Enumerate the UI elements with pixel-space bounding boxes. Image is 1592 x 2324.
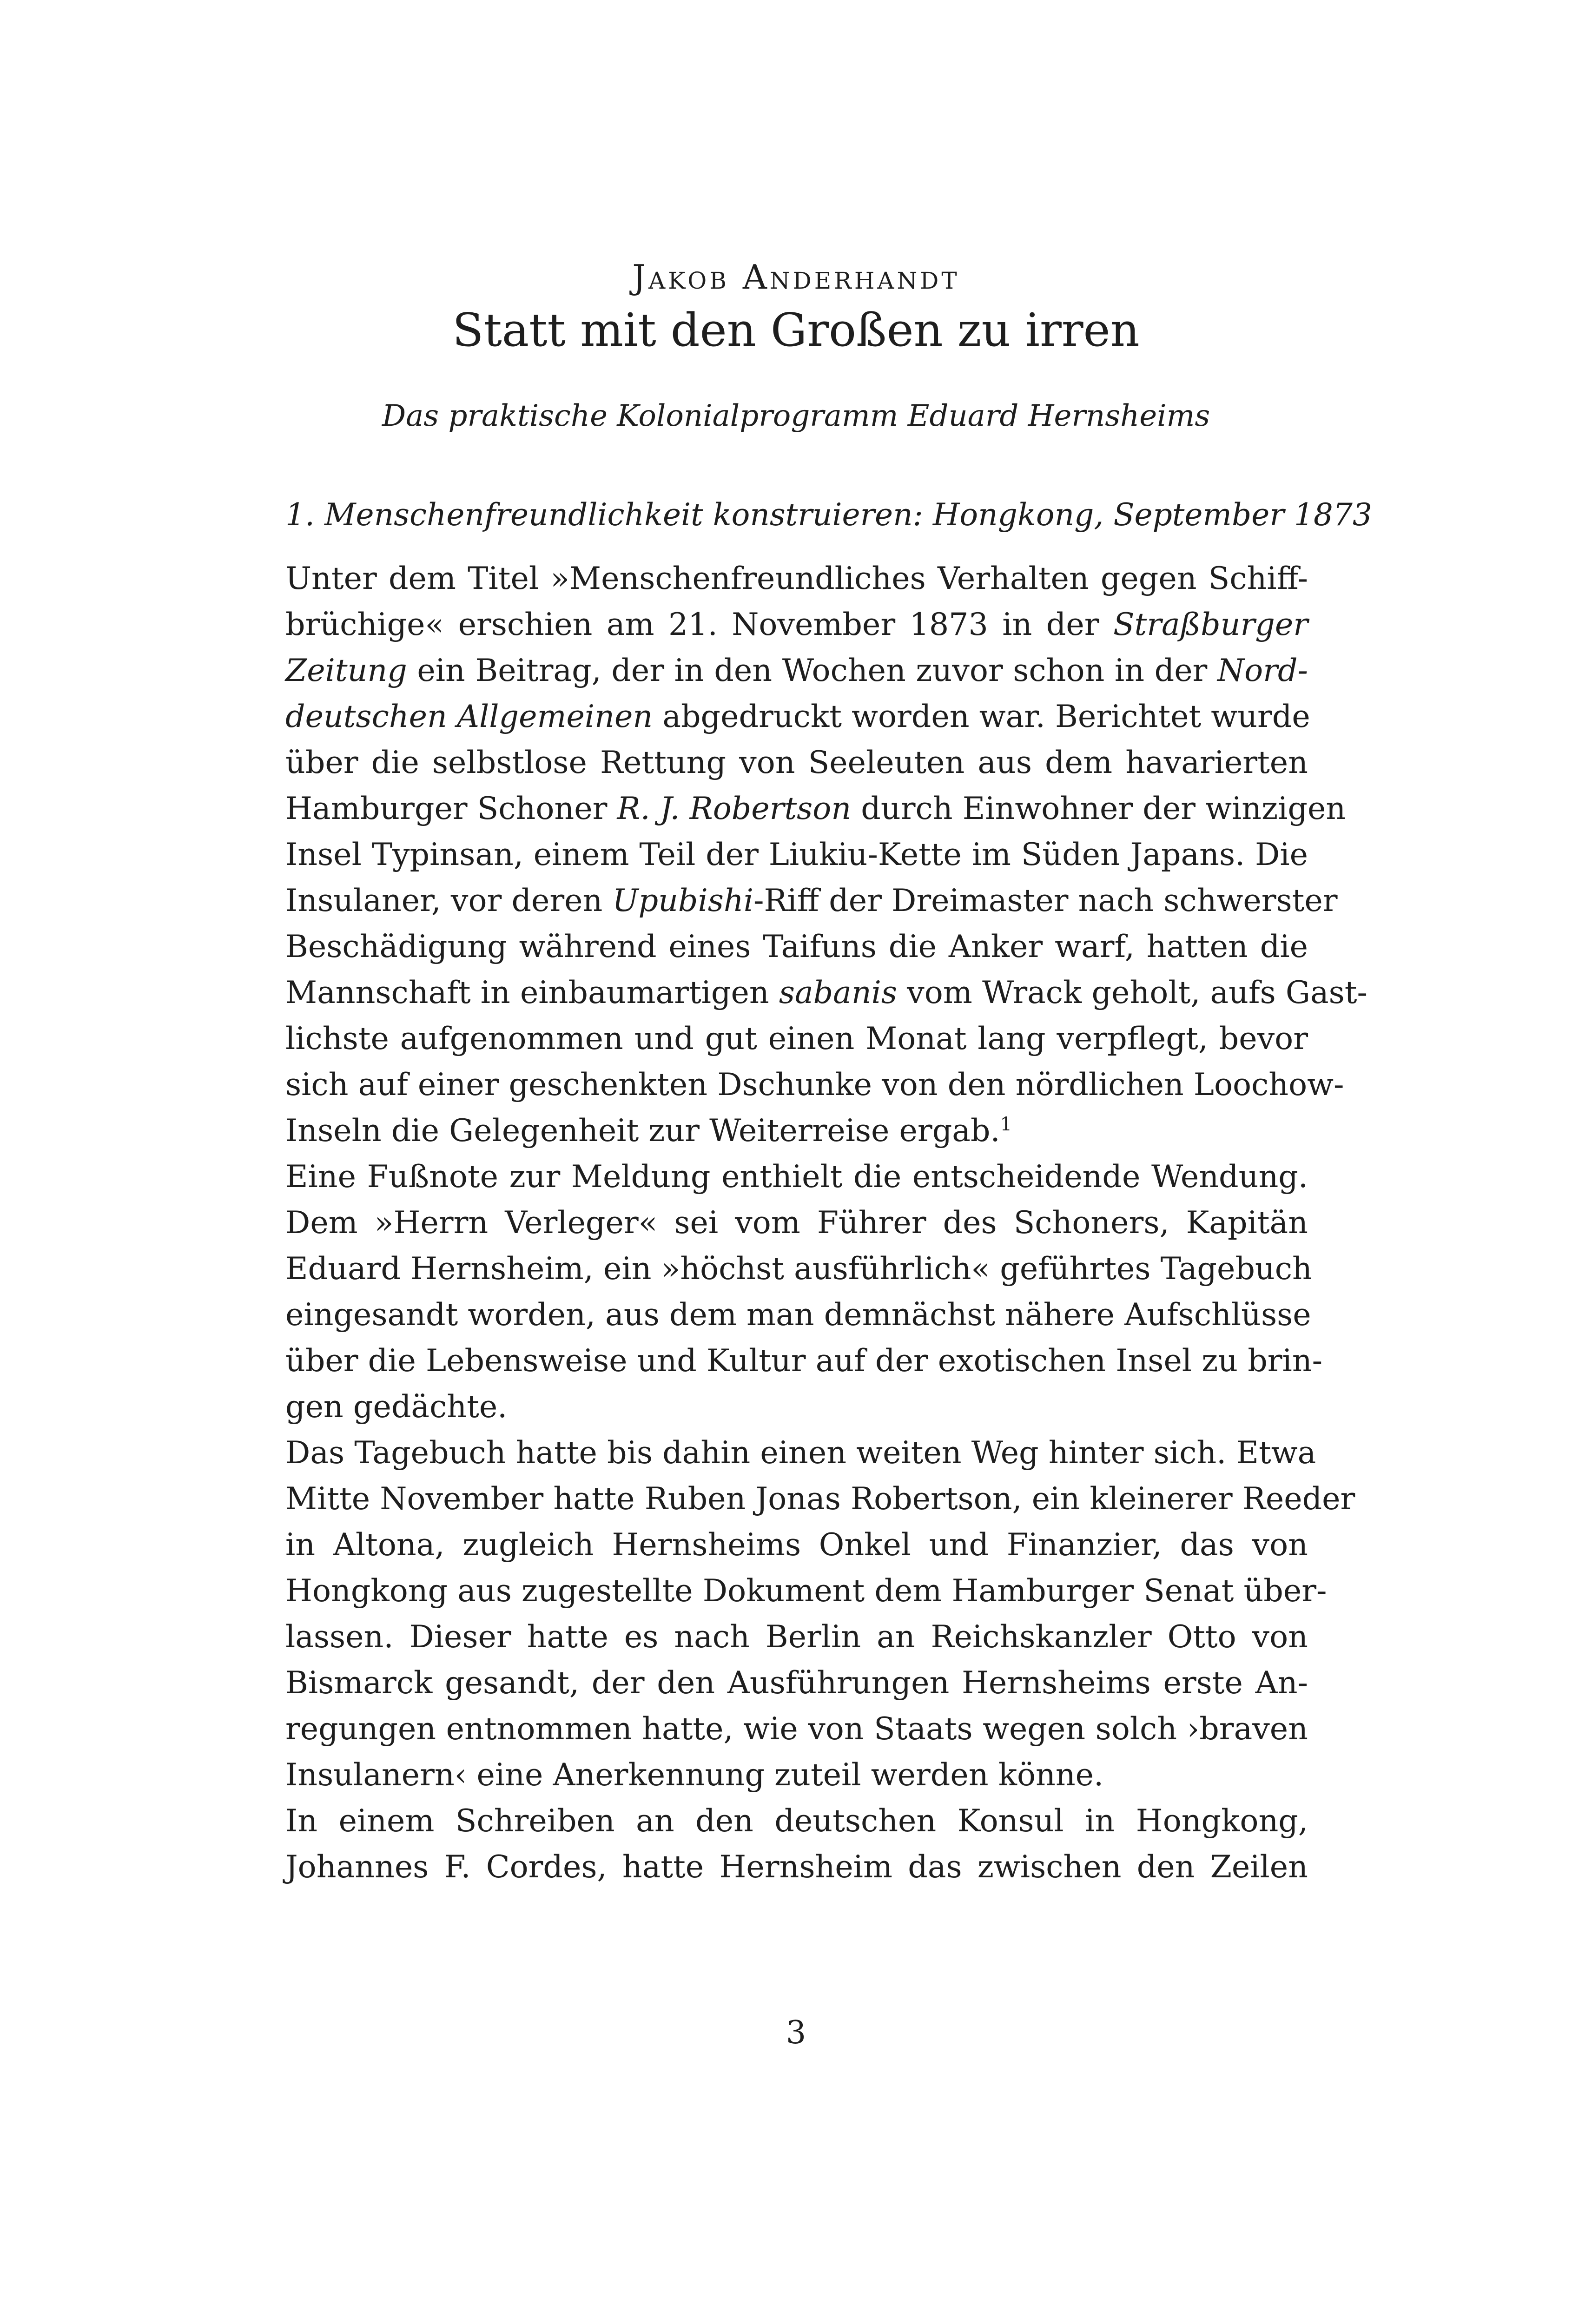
- text-line: Bismarck gesandt, der den Ausführungen Hernsheims erste An-: [285, 1664, 1308, 1701]
- text-line: brüchige« erschien am 21. November 1873 in der Straßburger: [285, 606, 1308, 642]
- text-line: lichste aufgenommen und gut einen Monat lang verpflegt, bevor: [285, 1020, 1308, 1056]
- text-line: Inseln die Gelegenheit zur Weiterreise ergab.$^1$: [285, 1112, 1012, 1149]
- italic-term: Straßburger: [1113, 606, 1308, 642]
- text-line: Zeitung ein Beitrag, der in den Wochen zuvor schon in der Nord-: [285, 652, 1308, 688]
- text-line: Dem »Herrn Verleger« sei vom Führer des Schoners, Kapitän: [285, 1204, 1308, 1241]
- italic-term: Upubishi: [612, 882, 753, 918]
- text-line: lassen. Dieser hatte es nach Berlin an Reichskanzler Otto von: [285, 1618, 1308, 1655]
- italic-term: Nord-: [1217, 652, 1308, 688]
- body-paragraph: [285, 1430, 1355, 1798]
- body-paragraph: [285, 1154, 1323, 1430]
- text-line: Hamburger Schoner R. J. Robertson durch Einwohner der winzigen: [285, 790, 1346, 826]
- text-line: deutschen Allgemeinen abgedruckt worden war. Berichtet wurde: [285, 698, 1310, 734]
- section-heading: 1. Menschenfreundlichkeit konstruieren: Hongkong, September 1873: [285, 497, 1372, 533]
- body-text: [285, 555, 1367, 1890]
- text-line: Mannschaft in einbaumartigen sabanis vom Wrack geholt, aufs Gast-: [285, 974, 1367, 1010]
- text-line: Beschädigung während eines Taifuns die Anker warf, hatten die: [285, 928, 1308, 964]
- body-paragraph: [285, 1798, 1308, 1890]
- text-line: Eine Fußnote zur Meldung enthielt die entscheidende Wendung.: [285, 1158, 1308, 1195]
- text-line: in Altona, zugleich Hernsheims Onkel und Finanzier, das von: [285, 1526, 1308, 1563]
- footnote-marker: 1: [1000, 1113, 1012, 1135]
- page-number: 3: [786, 2014, 806, 2051]
- text-line: Insulanern‹ eine Anerkennung zuteil werden könne.: [285, 1756, 1104, 1793]
- text-line: eingesandt worden, aus dem man demnächst nähere Aufschlüsse: [285, 1296, 1311, 1333]
- italic-term: sabanis: [779, 974, 898, 1010]
- body-paragraph: [285, 555, 1367, 1154]
- text-line: über die selbstlose Rettung von Seeleuten aus dem havarierten: [285, 744, 1308, 780]
- italic-term: Zeitung: [285, 652, 407, 688]
- italic-term: R. J. Robertson: [617, 790, 852, 826]
- article-title: Statt mit den Großen zu irren: [452, 304, 1140, 357]
- italic-term: deutschen Allgemeinen: [285, 698, 653, 734]
- text-line: Insel Typinsan, einem Teil der Liukiu-Kette im Süden Japans. Die: [285, 836, 1308, 872]
- text-line: regungen entnommen hatte, wie von Staats wegen solch ›braven: [285, 1710, 1308, 1747]
- text-line: Unter dem Titel »Menschenfreundliches Verhalten gegen Schiff-: [285, 560, 1308, 596]
- text-line: sich auf einer geschenkten Dschunke von den nördlichen Loochow-: [285, 1066, 1344, 1103]
- text-line: In einem Schreiben an den deutschen Konsul in Hongkong,: [285, 1802, 1308, 1839]
- text-line: Eduard Hernsheim, ein »höchst ausführlich« geführtes Tagebuch: [285, 1250, 1312, 1287]
- text-line: gen gedächte.: [285, 1388, 508, 1425]
- article-subtitle: Das praktische Kolonialprogramm Eduard Hernsheims: [382, 399, 1210, 433]
- text-line: Mitte November hatte Ruben Jonas Robertson, ein kleinerer Reeder: [285, 1480, 1355, 1517]
- text-line: Johannes F. Cordes, hatte Hernsheim das zwischen den Zeilen: [285, 1849, 1308, 1885]
- text-line: Das Tagebuch hatte bis dahin einen weiten Weg hinter sich. Etwa: [285, 1434, 1316, 1471]
- text-line: Hongkong aus zugestellte Dokument dem Hamburger Senat über-: [285, 1572, 1327, 1609]
- text-line: Insulaner, vor deren Upubishi-Riff der Dreimaster nach schwerster: [285, 882, 1338, 918]
- text-line: über die Lebensweise und Kultur auf der exotischen Insel zu brin-: [285, 1342, 1323, 1379]
- author-name: Jakob Anderhandt: [632, 257, 960, 297]
